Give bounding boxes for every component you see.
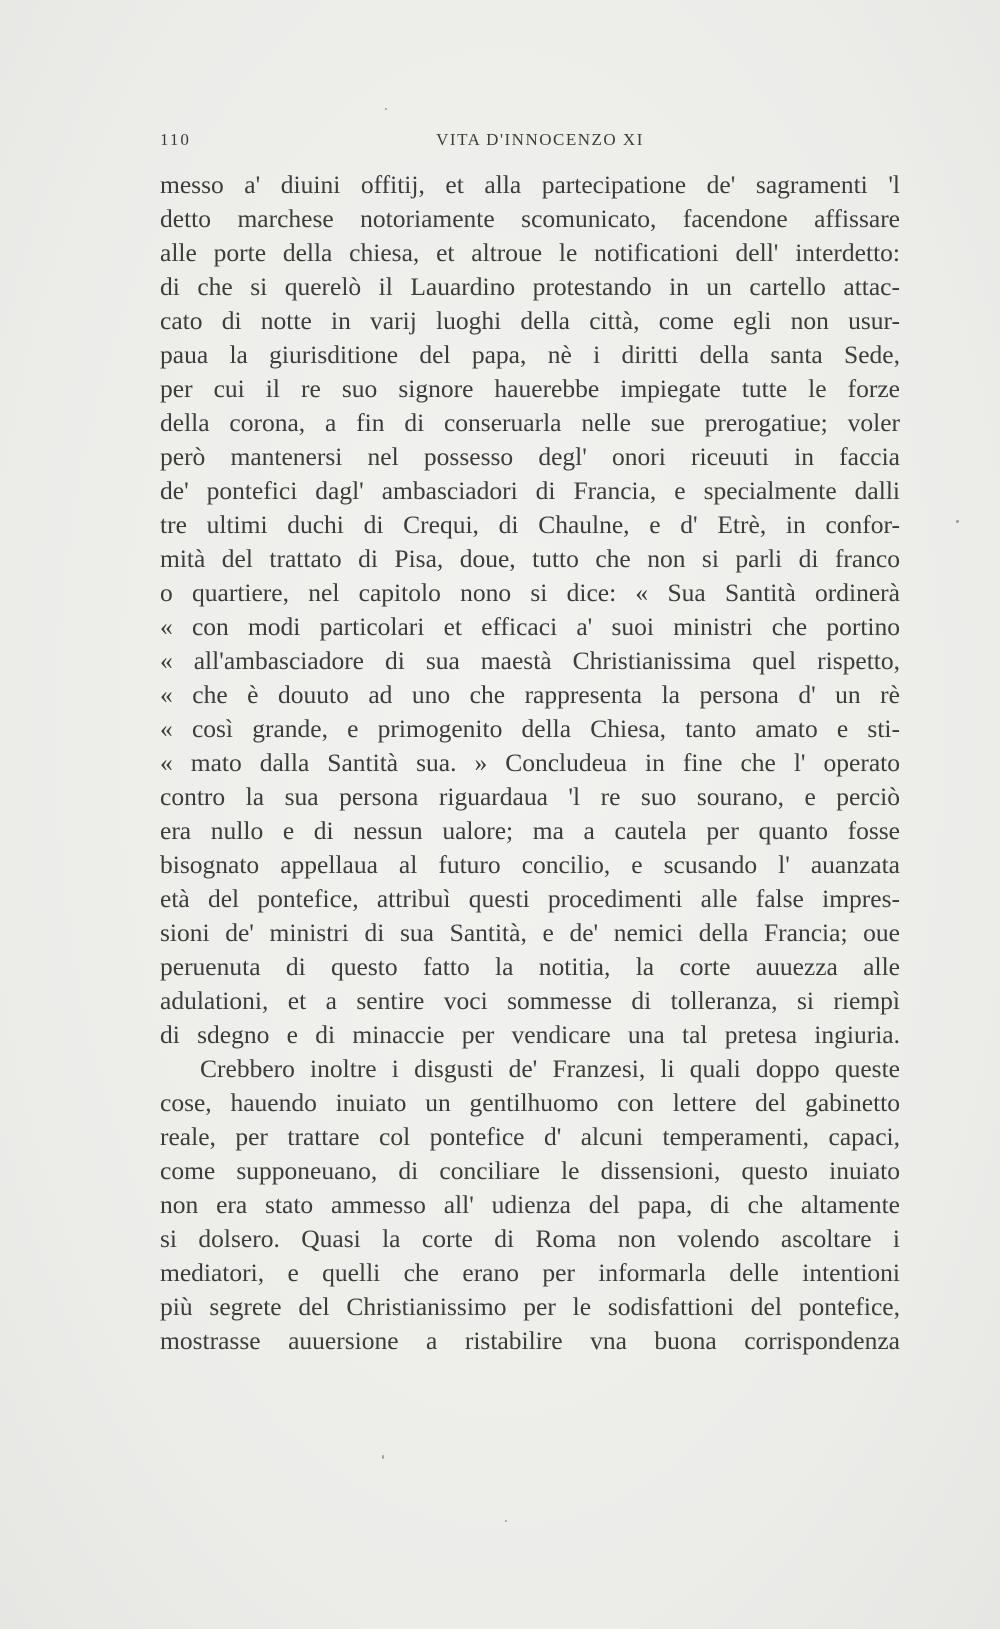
text-line: « con modi particolari et efficaci a' suoi ministri che portino — [160, 612, 900, 641]
text-line: come supponeuano, di conciliare le dissensioni, questo inuiato — [160, 1156, 900, 1185]
text-line: « mato dalla Santità sua. » Concludeua in fine che l' operato — [160, 748, 900, 777]
running-head — [160, 130, 900, 158]
paper-speck — [956, 520, 959, 523]
text-line: mostrasse auuersione a ristabilire vna buona corrispondenza — [160, 1326, 900, 1355]
text-line: reale, per trattare col pontefice d' alcuni temperamenti, capaci, — [160, 1122, 900, 1151]
text-line: cato di notte in varij luoghi della città, come egli non usur- — [160, 306, 900, 335]
paper-speck — [382, 1455, 384, 1459]
text-line: per cui il re suo signore hauerebbe impiegate tutte le forze — [160, 374, 900, 403]
text-line: bisognato appellaua al futuro concilio, e scusando l' auanzata — [160, 850, 900, 879]
paragraph-end-line: di sdegno e di minaccie per vendicare una tal pretesa ingiuria. — [160, 1020, 900, 1049]
text-line: mediatori, e quelli che erano per informarla delle intentioni — [160, 1258, 900, 1287]
text-line: « che è douuto ad uno che rappresenta la persona d' un rè — [160, 680, 900, 709]
text-line: contro la sua persona riguardaua 'l re suo sourano, e perciò — [160, 782, 900, 811]
text-line: più segrete del Christianissimo per le sodisfattioni del pontefice, — [160, 1292, 900, 1321]
text-line: paua la giurisditione del papa, nè i diritti della santa Sede, — [160, 340, 900, 369]
text-line: o quartiere, nel capitolo nono si dice: « Sua Santità ordinerà — [160, 578, 900, 607]
text-line: cose, hauendo inuiato un gentilhuomo con lettere del gabinetto — [160, 1088, 900, 1117]
text-line: tre ultimi duchi di Crequi, di Chaulne, e d' Etrè, in confor- — [160, 510, 900, 539]
text-line: detto marchese notoriamente scomunicato, facendone affissare — [160, 204, 900, 233]
paper-speck — [505, 1520, 507, 1522]
body-text — [160, 168, 900, 1358]
text-line: della corona, a fin di conseruarla nelle sue prerogatiue; voler — [160, 408, 900, 437]
text-line: di che si querelò il Lauardino protestando in un cartello attac- — [160, 272, 900, 301]
text-line: messo a' diuini offitij, et alla partecipatione de' sagramenti 'l — [160, 170, 900, 199]
text-line: « all'ambasciadore di sua maestà Christianissima quel rispetto, — [160, 646, 900, 675]
text-line: alle porte della chiesa, et altroue le notificationi dell' interdetto: — [160, 238, 900, 267]
text-line: era nullo e di nessun ualore; ma a cautela per quanto fosse — [160, 816, 900, 845]
paragraph-start-line: Crebbero inoltre i disgusti de' Franzesi, li quali doppo queste — [200, 1054, 900, 1083]
text-line: sioni de' ministri di sua Santità, e de' nemici della Francia; oue — [160, 918, 900, 947]
running-title: VITA D'INNOCENZO XI — [436, 130, 644, 149]
text-line: età del pontefice, attribuì questi procedimenti alle false impres- — [160, 884, 900, 913]
text-line: « così grande, e primogenito della Chiesa, tanto amato e sti- — [160, 714, 900, 743]
paper-speck — [385, 108, 387, 110]
text-line: peruenuta di questo fatto la notitia, la corte auuezza alle — [160, 952, 900, 981]
text-line: però mantenersi nel possesso degl' onori riceuuti in faccia — [160, 442, 900, 471]
text-line: si dolsero. Quasi la corte di Roma non volendo ascoltare i — [160, 1224, 900, 1253]
text-line: mità del trattato di Pisa, doue, tutto che non si parli di franco — [160, 544, 900, 573]
page-number: 110 — [160, 130, 191, 149]
text-line: adulationi, et a sentire voci sommesse di tolleranza, si riempì — [160, 986, 900, 1015]
text-line: non era stato ammesso all' udienza del papa, di che altamente — [160, 1190, 900, 1219]
text-line: de' pontefici dagl' ambasciadori di Francia, e specialmente dalli — [160, 476, 900, 505]
